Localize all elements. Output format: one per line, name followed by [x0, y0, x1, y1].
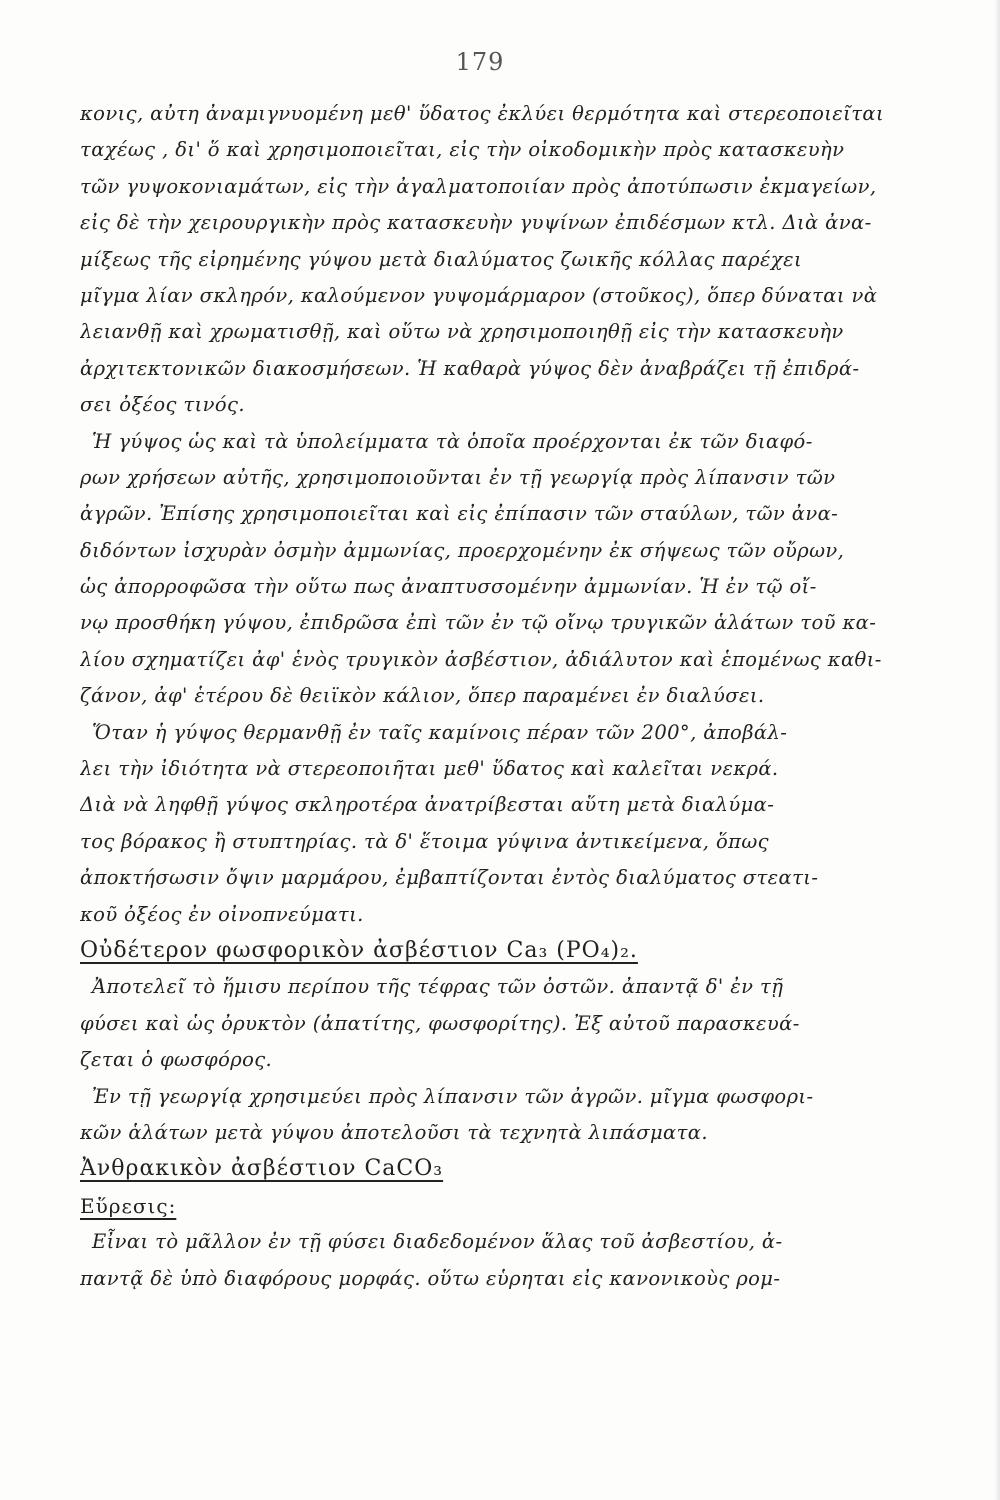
text-line: παντᾷ δὲ ὑπὸ διαφόρους μορφάς. οὕτω εὑρηται εἰς κανονικοὺς ρομ- — [80, 1266, 781, 1290]
text-line: λίου σχηματίζει ἀφ' ἑνὸς τρυγικὸν ἀσβέστιον, ἀδιάλυτον καὶ ἑπομένως καθι- — [80, 647, 882, 671]
text-line: ζάνον, ἀφ' ἑτέρου δὲ θειϊκὸν κάλιον, ὅπερ παραμένει ἐν διαλύσει. — [80, 684, 765, 708]
section-heading-calcium-phosphate: Οὐδέτερον φωσφορικὸν ἀσβέστιον Ca₃ (PO₄)₂. — [80, 937, 638, 963]
text-line: κονις, αὐτη ἀναμιγνυομένη μεθ' ὕδατος ἐκλύει θερμότητα καὶ στερεοποιεῖται — [80, 102, 884, 125]
text-line: κοῦ ὀξέος ἐν οἰνοπνεύματι. — [80, 902, 364, 926]
text-line: λει τὴν ἰδιότητα νὰ στερεοποιῆται μεθ' ὕδατος καὶ καλεῖται νεκρά. — [80, 757, 779, 781]
text-line: ὡς ἀπορροφῶσα τὴν οὕτω πως ἀναπτυσσομένην ἀμμωνίαν. Ἡ ἐν τῷ οἴ- — [80, 575, 817, 599]
page-edge-shadow — [994, 0, 1000, 1500]
paragraph-start-line: Ἀποτελεῖ τὸ ἥμισυ περίπου τῆς τέφρας τῶν ὀστῶν. ἀπαντᾷ δ' ἐν τῇ — [92, 975, 784, 999]
text-line: ταχέως , δι' ὅ καὶ χρησιμοποιεῖται, εἰς τὴν οἰκοδομικὴν πρὸς κατασκευὴν — [80, 138, 845, 162]
text-line: ρων χρήσεων αὐτῆς, χρησιμοποιοῦνται ἐν τῇ γεωργίᾳ πρὸς λίπανσιν τῶν — [80, 465, 836, 489]
text-line: μῖγμα λίαν σκληρόν, καλούμενον γυψομάρμαρον (στοῦκος), ὅπερ δύναται νὰ — [80, 283, 878, 307]
paragraph-start-line: Ἐν τῇ γεωργίᾳ χρησιμεύει πρὸς λίπανσιν τῶν ἀγρῶν. μῖγμα φωσφορι- — [92, 1084, 814, 1108]
paragraph-start-line: Ὅταν ἡ γύψος θερμανθῇ ἐν ταῖς καμίνοις πέραν τῶν 200°, ἀποβάλ- — [92, 720, 788, 744]
page-number: 179 — [455, 48, 505, 76]
text-line: ζεται ὁ φωσφόρος. — [80, 1048, 273, 1072]
text-line: κῶν ἁλάτων μετὰ γύψου ἀποτελοῦσι τὰ τεχνητὰ λιπάσματα. — [80, 1120, 708, 1144]
text-line: μίξεως τῆς εἰρημένης γύψου μετὰ διαλύματος ζωικῆς κόλλας παρέχει — [80, 247, 803, 271]
text-line: εἰς δὲ τὴν χειρουργικὴν πρὸς κατασκευὴν γυψίνων ἐπιδέσμων κτλ. Διὰ ἀνα- — [80, 211, 872, 235]
paragraph-start-line: Εἶναι τὸ μᾶλλον ἐν τῇ φύσει διαδεδομένον ἅλας τοῦ ἀσβεστίου, ἀ- — [92, 1230, 783, 1254]
text-line: λειανθῇ καὶ χρωματισθῇ, καὶ οὕτω νὰ χρησιμοποιηθῇ εἰς τὴν κατασκευὴν — [80, 320, 844, 344]
text-line: τος βόρακος ἢ στυπτηρίας. τὰ δ' ἕτοιμα γύψινα ἀντικείμενα, ὅπως — [80, 829, 769, 853]
text-line: ἀποκτήσωσιν ὄψιν μαρμάρου, ἐμβαπτίζονται ἐντὸς διαλύματος στεατι- — [80, 866, 819, 890]
subheading-occurrence: Εὕρεσις: — [80, 1193, 177, 1218]
text-line: διδόντων ἰσχυρὰν ὀσμὴν ἀμμωνίας, προερχομένην ἐκ σήψεως τῶν οὔρων, — [80, 538, 845, 562]
text-line: Διὰ νὰ ληφθῇ γύψος σκληροτέρα ἀνατρίβεσται αὕτη μετὰ διαλύμα- — [80, 793, 775, 817]
paragraph-start-line: Ἡ γύψος ὡς καὶ τὰ ὑπολείμματα τὰ ὁποῖα προέρχονται ἐκ τῶν διαφό- — [92, 429, 813, 453]
text-line: σει ὀξέος τινός. — [80, 393, 245, 417]
section-heading-calcium-carbonate: Ἀνθρακικὸν ἀσβέστιον CaCO₃ — [80, 1156, 444, 1182]
text-line: φύσει καὶ ὡς ὀρυκτὸν (ἀπατίτης, φωσφορίτης). Ἐξ αὐτοῦ παρασκευά- — [80, 1011, 800, 1035]
text-line: ἀγρῶν. Ἐπίσης χρησιμοποιεῖται καὶ εἰς ἐπίπασιν τῶν σταύλων, τῶν ἀνα- — [80, 502, 839, 526]
text-line: ἀρχιτεκτονικῶν διακοσμήσεων. Ἡ καθαρὰ γύψος δὲν ἀναβράζει τῇ ἐπιδρά- — [80, 356, 860, 380]
text-line: τῶν γυψοκονιαμάτων, εἰς τὴν ἀγαλματοποιίαν πρὸς ἀποτύπωσιν ἐκμαγείων, — [80, 174, 877, 198]
text-line: νῳ προσθήκη γύψου, ἐπιδρῶσα ἐπὶ τῶν ἐν τῷ οἴνῳ τρυγικῶν ἁλάτων τοῦ κα- — [80, 611, 877, 635]
body-text — [80, 96, 930, 1297]
